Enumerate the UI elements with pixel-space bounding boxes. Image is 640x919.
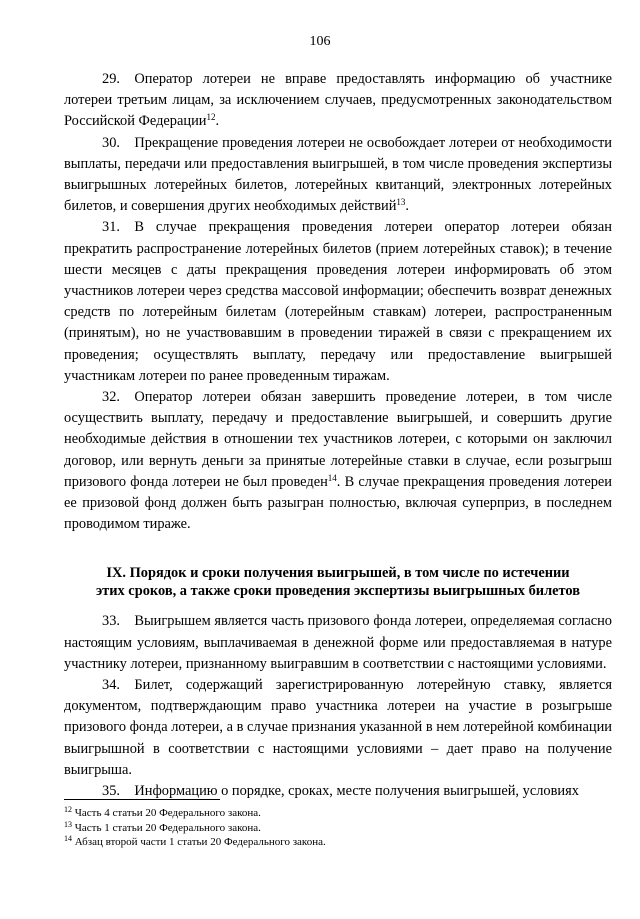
paragraph-32 bbox=[64, 387, 612, 535]
paragraph-31 bbox=[64, 217, 612, 387]
paragraph-tail: . bbox=[405, 198, 410, 215]
page-number: 106 bbox=[309, 34, 331, 49]
footnote-ref: 13 bbox=[396, 197, 406, 208]
paragraph-text: 29. Оператор лотереи не вправе предоставлять информацию об участнике лотереи третьим лицам, за исключением случаев, предусмотренных законодательством Российской Федерации bbox=[64, 71, 612, 130]
footnote-ref: 12 bbox=[206, 112, 216, 123]
footnote-mark: 13 bbox=[64, 819, 72, 829]
section-heading-line-2: этих сроков, а также сроки проведения экспертизы выигрышных билетов bbox=[95, 583, 581, 600]
paragraphs-before bbox=[64, 69, 612, 535]
body-text bbox=[64, 69, 612, 802]
footnote-text: Часть 4 статьи 20 Федерального закона. bbox=[72, 807, 261, 819]
paragraph-text: 32. Оператор лотереи обязан завершить проведение лотереи, в том числе осуществить выплату, передачу и предоставление выигрышей, и совершить другие необходимые действия в отношении тех участников лотереи, с которыми он заключил договор, или вернуть деньги за принятые лотерейные ставки в случае, если розыгрыш призового фонда лотереи не был проведен bbox=[64, 389, 612, 490]
footnote-13 bbox=[64, 821, 612, 836]
paragraph-text: 30. Прекращение проведения лотереи не освобождает лотереи от необходимости выплаты, передачи или предоставления выигрышей, в том числе проведения экспертизы выигрышных лотерейных билетов, лотерейных квитанций, электронных лотерейных билетов, и совершения других необходимых действий bbox=[64, 134, 612, 215]
paragraph-text: 31. В случае прекращения проведения лотереи оператор лотереи обязан прекратить распространение лотерейных билетов (прием лотерейных ставок); в течение шести месяцев с даты прекращения проведения лотереи информировать об этом участников лотереи через средства массовой информации; обеспечить возврат денежных средств по лотерейным билетам (лотерейным ставкам) лотереи, распространенным (принятым), но не участвовавшим в проведении тиражей в связи с прекращением их проведения; осуществлять выплату, передачу или предоставление выигрышей участникам лотереи по ранее проведенным тиражам. bbox=[64, 219, 612, 384]
paragraph-33 bbox=[64, 611, 612, 675]
paragraph-text: 34. Билет, содержащий зарегистрированную лотерейную ставку, является документом, подтверждающим право участника лотереи на участие в розыгрыше призового фонда лотереи, а в случае признания указанной в нем лотерейной комбинации выигрышной в соответствии с настоящими условиями – дает право на получение выигрыша. bbox=[64, 677, 612, 778]
paragraph-text: 33. Выигрышем является часть призового фонда лотереи, определяемая согласно настоящим условиям, выплачиваемая в денежной форме или предоставляемая в натуре участнику лотереи, признанному выигравшим в соответствии с настоящими условиями. bbox=[64, 613, 612, 672]
footnote-mark: 14 bbox=[64, 834, 72, 843]
section-heading bbox=[64, 564, 612, 600]
paragraph-tail: . bbox=[215, 113, 220, 130]
footnote-text: Часть 1 статьи 20 Федерального закона. bbox=[72, 821, 261, 834]
section-heading-line-1: IX. Порядок и сроки получения выигрышей, в том числе по истечении bbox=[106, 565, 570, 582]
footnote-divider bbox=[64, 799, 220, 800]
paragraph-tail: . В случае прекращения проведения лотереи ее призовой фонд должен быть разыгран полностью, включая суперприз, в последнем проводимом тираже. bbox=[64, 473, 613, 533]
paragraph-29 bbox=[64, 69, 612, 133]
paragraphs-after bbox=[64, 611, 612, 802]
footnote-mark: 12 bbox=[64, 805, 72, 814]
footnote-ref: 14 bbox=[327, 472, 337, 483]
footnote-14 bbox=[64, 835, 612, 850]
paragraph-30 bbox=[64, 133, 612, 218]
paragraph-34 bbox=[64, 675, 612, 781]
footnote-12 bbox=[64, 806, 612, 821]
footnote-text: Абзац второй части 1 статьи 20 Федерального закона. bbox=[72, 836, 326, 848]
paragraph-text: 35. Информацию о порядке, сроках, месте получения выигрышей, условиях bbox=[102, 783, 579, 800]
footnotes bbox=[64, 806, 612, 850]
